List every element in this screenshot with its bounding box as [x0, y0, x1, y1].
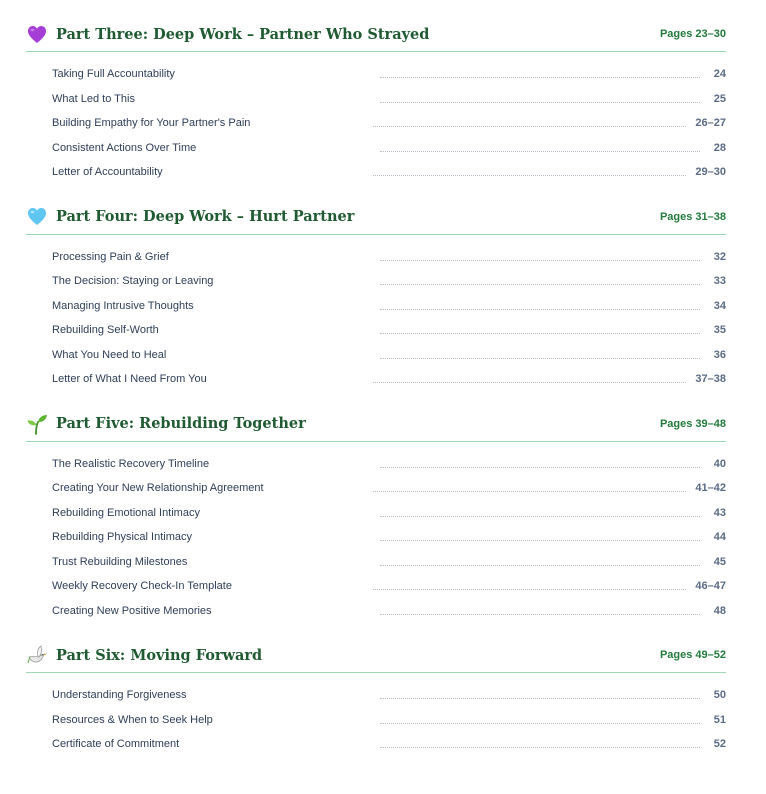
- toc-entry[interactable]: [26, 732, 726, 757]
- entry-page-number: 32: [713, 250, 726, 263]
- toc-entry[interactable]: [26, 501, 726, 526]
- entry-title: What You Need to Heal: [52, 348, 167, 361]
- part-header: [26, 412, 726, 442]
- entry-page-number: 37–38: [695, 373, 726, 386]
- dot-leader: [380, 260, 700, 261]
- entry-page-number: 36: [713, 348, 726, 361]
- entry-list: [26, 452, 726, 624]
- entry-title: Rebuilding Emotional Intimacy: [52, 506, 200, 519]
- entry-title: Certificate of Commitment: [52, 738, 180, 751]
- entry-page-number: 35: [713, 324, 726, 337]
- entry-page-number: 26–27: [695, 117, 726, 130]
- entry-page-number: 41–42: [695, 482, 726, 495]
- entry-list: [26, 62, 726, 185]
- table-of-contents: [26, 22, 726, 777]
- entry-list: [26, 683, 726, 757]
- dot-leader: [380, 102, 700, 103]
- entry-page-number: 29–30: [695, 166, 726, 179]
- part-header: [26, 643, 726, 673]
- toc-entry[interactable]: [26, 708, 726, 733]
- dot-leader: [380, 565, 700, 566]
- toc-entry[interactable]: [26, 136, 726, 161]
- entry-title: Letter of Accountability: [52, 166, 163, 179]
- toc-entry[interactable]: [26, 111, 726, 136]
- part-title: Part Three: Deep Work – Partner Who Strayed: [56, 25, 430, 43]
- toc-entry[interactable]: [26, 160, 726, 185]
- purple-heart-icon: [26, 23, 48, 45]
- toc-entry[interactable]: [26, 343, 726, 368]
- toc-entry[interactable]: [26, 62, 726, 87]
- dot-leader: [380, 747, 700, 748]
- dot-leader: [373, 126, 686, 127]
- part-four-section: [26, 205, 726, 392]
- entry-page-number: 51: [713, 713, 726, 726]
- toc-entry[interactable]: [26, 87, 726, 112]
- entry-page-number: 24: [713, 68, 726, 81]
- entry-page-number: 44: [713, 531, 726, 544]
- toc-entry[interactable]: [26, 318, 726, 343]
- entry-page-number: 34: [713, 299, 726, 312]
- entry-title: Letter of What I Need From You: [52, 373, 207, 386]
- toc-entry[interactable]: [26, 525, 726, 550]
- entry-title: Creating Your New Relationship Agreement: [52, 482, 264, 495]
- toc-entry[interactable]: [26, 476, 726, 501]
- entry-title: Understanding Forgiveness: [52, 689, 187, 702]
- dot-leader: [380, 467, 700, 468]
- dot-leader: [380, 309, 700, 310]
- part-page-range: Pages 49–52: [659, 649, 726, 661]
- toc-entry[interactable]: [26, 574, 726, 599]
- entry-title: Trust Rebuilding Milestones: [52, 555, 188, 568]
- entry-title: Building Empathy for Your Partner's Pain: [52, 117, 251, 130]
- dove-icon: [26, 644, 48, 666]
- entry-title: Managing Intrusive Thoughts: [52, 299, 194, 312]
- part-title: Part Six: Moving Forward: [56, 646, 263, 664]
- entry-title: Rebuilding Self-Worth: [52, 324, 159, 337]
- entry-title: The Realistic Recovery Timeline: [52, 457, 210, 470]
- toc-entry[interactable]: [26, 367, 726, 392]
- dot-leader: [380, 614, 700, 615]
- toc-entry[interactable]: [26, 245, 726, 270]
- entry-title: Resources & When to Seek Help: [52, 713, 213, 726]
- part-header: [26, 205, 726, 235]
- dot-leader: [380, 284, 700, 285]
- part-five-section: [26, 412, 726, 624]
- toc-entry[interactable]: [26, 269, 726, 294]
- part-title: Part Five: Rebuilding Together: [56, 415, 306, 432]
- part-six-section: [26, 643, 726, 757]
- entry-title: Processing Pain & Grief: [52, 250, 169, 263]
- dot-leader: [373, 491, 686, 492]
- part-page-range: Pages 39–48: [659, 417, 726, 430]
- light-blue-heart-icon: [26, 206, 48, 228]
- part-title: Part Four: Deep Work – Hurt Partner: [56, 208, 355, 225]
- toc-entry[interactable]: [26, 683, 726, 708]
- dot-leader: [380, 333, 700, 334]
- entry-title: Consistent Actions Over Time: [52, 141, 197, 154]
- entry-page-number: 45: [713, 555, 726, 568]
- entry-title: Creating New Positive Memories: [52, 604, 212, 617]
- part-header: [26, 22, 726, 52]
- entry-list: [26, 245, 726, 392]
- dot-leader: [373, 382, 686, 383]
- entry-page-number: 43: [713, 506, 726, 519]
- part-page-range: Pages 23–30: [659, 28, 726, 40]
- dot-leader: [380, 723, 700, 724]
- entry-page-number: 40: [713, 457, 726, 470]
- toc-entry[interactable]: [26, 550, 726, 575]
- entry-title: The Decision: Staying or Leaving: [52, 275, 214, 288]
- part-three-section: [26, 22, 726, 185]
- toc-entry[interactable]: [26, 294, 726, 319]
- entry-page-number: 50: [713, 689, 726, 702]
- toc-entry[interactable]: [26, 599, 726, 624]
- entry-page-number: 48: [713, 604, 726, 617]
- entry-page-number: 33: [713, 275, 726, 288]
- entry-title: What Led to This: [52, 92, 135, 105]
- entry-page-number: 25: [713, 92, 726, 105]
- dot-leader: [380, 698, 700, 699]
- dot-leader: [380, 151, 700, 152]
- dot-leader: [373, 589, 686, 590]
- entry-page-number: 46–47: [695, 580, 726, 593]
- entry-page-number: 28: [713, 141, 726, 154]
- seedling-icon: [26, 413, 48, 435]
- toc-entry[interactable]: [26, 452, 726, 477]
- dot-leader: [380, 358, 700, 359]
- dot-leader: [373, 175, 686, 176]
- entry-page-number: 52: [713, 738, 726, 751]
- entry-title: Rebuilding Physical Intimacy: [52, 531, 193, 544]
- dot-leader: [380, 77, 700, 78]
- entry-title: Weekly Recovery Check-In Template: [52, 580, 232, 593]
- part-page-range: Pages 31–38: [659, 210, 726, 223]
- dot-leader: [380, 540, 700, 541]
- entry-title: Taking Full Accountability: [52, 68, 175, 81]
- dot-leader: [380, 516, 700, 517]
